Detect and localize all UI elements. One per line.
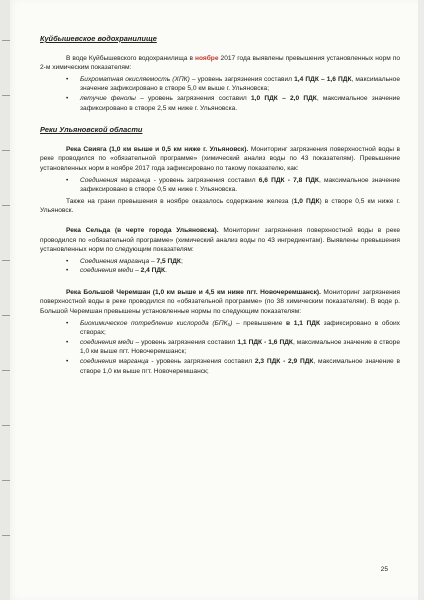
indicator-name: соединения меди bbox=[80, 267, 134, 275]
river-title: Река Сельда (в черте города Ульяновска). bbox=[66, 226, 219, 234]
binding-mark bbox=[2, 260, 10, 261]
list-item bbox=[66, 338, 400, 357]
bullet-icon: • bbox=[66, 267, 69, 275]
indicator-text: – уровень загрязнения составил bbox=[189, 75, 295, 83]
binding-mark bbox=[2, 425, 10, 426]
indicator-value: 2,3 ПДК - 2,9 ПДК bbox=[254, 358, 314, 366]
indicator-text: зафиксировано в обоих створах; bbox=[80, 319, 400, 337]
selda-paragraph bbox=[40, 226, 400, 255]
indicator-value: 1,4 ПДК – 1,6 ПДК bbox=[294, 75, 352, 83]
river-title: Река Свияга (1,0 км выше и 0,5 км ниже г. Ульяновск). bbox=[66, 145, 249, 153]
kuibyshev-intro bbox=[40, 54, 400, 73]
cheremshan-paragraph bbox=[40, 288, 400, 317]
sviyaga-note bbox=[40, 197, 400, 216]
indicator-text: , максимальное значение в створе 1,0 км выше пгт. Новочеремшанск; bbox=[80, 358, 400, 375]
cheremshan-list bbox=[40, 319, 400, 377]
indicator-value: 1,0 ПДК – 2,0 ПДК bbox=[250, 94, 317, 102]
indicator-text: – bbox=[133, 267, 141, 275]
note-value: 1,0 ПДК bbox=[293, 197, 320, 205]
indicator-name: Бихроматная окисляемость (ХПК) bbox=[80, 75, 190, 83]
indicator-text: , максимальное значение в створе 1,0 км выше пгт. Новочеремшанск; bbox=[80, 338, 400, 356]
binding-mark bbox=[2, 150, 10, 151]
indicator-text: . bbox=[165, 267, 167, 275]
kuibyshev-list bbox=[40, 75, 400, 113]
list-item bbox=[66, 176, 400, 195]
indicator-name: Соединения марганца bbox=[80, 176, 151, 184]
list-item bbox=[66, 94, 400, 113]
indicator-text: ; bbox=[180, 257, 183, 265]
note-text: ) в створе 0,5 км ниже г. Ульяновск. bbox=[40, 197, 400, 215]
list-item bbox=[66, 266, 400, 276]
indicator-text: , максимальное значение зафиксировано в створе 0,5 км ниже г. Ульяновска. bbox=[80, 176, 401, 194]
bullet-icon: • bbox=[66, 319, 69, 327]
page-number: 25 bbox=[380, 566, 388, 573]
river-text: Мониторинг загрязнения поверхностной воды в реке проводился по «обязательной программе» (по 38 химическим показателям). В воде р. Большой Черемшан превышены установленные нормы по следующим показателям: bbox=[40, 288, 401, 316]
binding-mark bbox=[2, 95, 10, 96]
document-page bbox=[10, 0, 418, 600]
indicator-value: 1,1 ПДК - 1,6 ПДК bbox=[237, 338, 293, 346]
binding-mark bbox=[2, 315, 10, 316]
river-text: Мониторинг загрязнения поверхностной воды в реке проводился по «обязательной программе» (химический анализ воды по 43 показателям). Превышение установленных норм в ноябре 2017 года зафиксировано по такому показателю, как: bbox=[40, 145, 400, 172]
indicator-text: , максимальное значение зафиксировано в створе 5,0 км выше г. Ульяновска; bbox=[80, 75, 400, 93]
selda-list bbox=[40, 257, 400, 276]
indicator-name: Биохимическое потребление кислорода (БПК₅) bbox=[80, 319, 233, 327]
section-heading-kuibyshev: Куйбышевское водохранилище bbox=[40, 34, 157, 43]
indicator-name: летучие фенолы bbox=[80, 94, 136, 102]
indicator-text: – уровень загрязнения составил bbox=[133, 338, 238, 346]
indicator-text: - уровень загрязнения составил bbox=[148, 358, 255, 366]
indicator-text: – bbox=[149, 257, 157, 265]
intro-text: 2017 года выявлены превышения установленных норм по 2-м химическим показателям: bbox=[40, 54, 400, 72]
indicator-text: – уровень загрязнения составил bbox=[135, 94, 251, 102]
list-item bbox=[66, 75, 400, 94]
binding-mark bbox=[2, 480, 10, 481]
list-item bbox=[66, 319, 400, 338]
river-text: Мониторинг загрязнения поверхностной воды в реке проводился по «обязательной программе» (химический анализ воды по 43 ингредиентам). Выявлены превышения установленных норм по следующим показателям: bbox=[40, 226, 401, 254]
binding-mark bbox=[2, 370, 10, 371]
note-text: Также на грани превышения в ноябре оказалось содержание железа ( bbox=[66, 197, 294, 205]
sviyaga-list bbox=[40, 176, 400, 195]
binding-mark bbox=[2, 205, 10, 206]
river-title: Река Большой Черемшан (1,0 км выше и 4,5 км ниже пгт. Новочеремшанск). bbox=[66, 288, 321, 296]
indicator-text: , максимальное значение зафиксировано в створе 2,5 км ниже г. Ульяновска. bbox=[80, 94, 401, 112]
bullet-icon: • bbox=[66, 358, 69, 366]
binding-mark bbox=[2, 40, 10, 41]
indicator-name: соединения марганца bbox=[80, 358, 149, 366]
indicator-text: - уровень загрязнения составил bbox=[150, 176, 259, 184]
list-item bbox=[66, 357, 400, 376]
sviyaga-paragraph bbox=[40, 145, 400, 174]
intro-month: ноябре bbox=[194, 54, 219, 62]
bullet-icon: • bbox=[66, 94, 69, 102]
binding-mark bbox=[2, 535, 10, 536]
list-item bbox=[66, 257, 400, 267]
page-content bbox=[40, 34, 400, 378]
indicator-name: соединения меди bbox=[80, 338, 134, 346]
bullet-icon: • bbox=[66, 257, 69, 265]
bullet-icon: • bbox=[66, 338, 69, 346]
indicator-name: Соединения марганца bbox=[80, 257, 150, 265]
section-heading-rivers: Реки Ульяновской области bbox=[40, 125, 143, 135]
indicator-value: в 1,1 ПДК bbox=[286, 319, 320, 327]
indicator-value: 6,6 ПДК - 7,8 ПДК bbox=[258, 176, 319, 184]
bullet-icon: • bbox=[66, 75, 69, 83]
intro-text: В воде Куйбышевского водохранилища в bbox=[66, 54, 195, 62]
indicator-value: 7,5 ПДК bbox=[156, 257, 181, 265]
bullet-icon: • bbox=[66, 176, 69, 184]
indicator-value: 2,4 ПДК bbox=[140, 267, 166, 275]
indicator-text: – превышение bbox=[232, 319, 287, 327]
